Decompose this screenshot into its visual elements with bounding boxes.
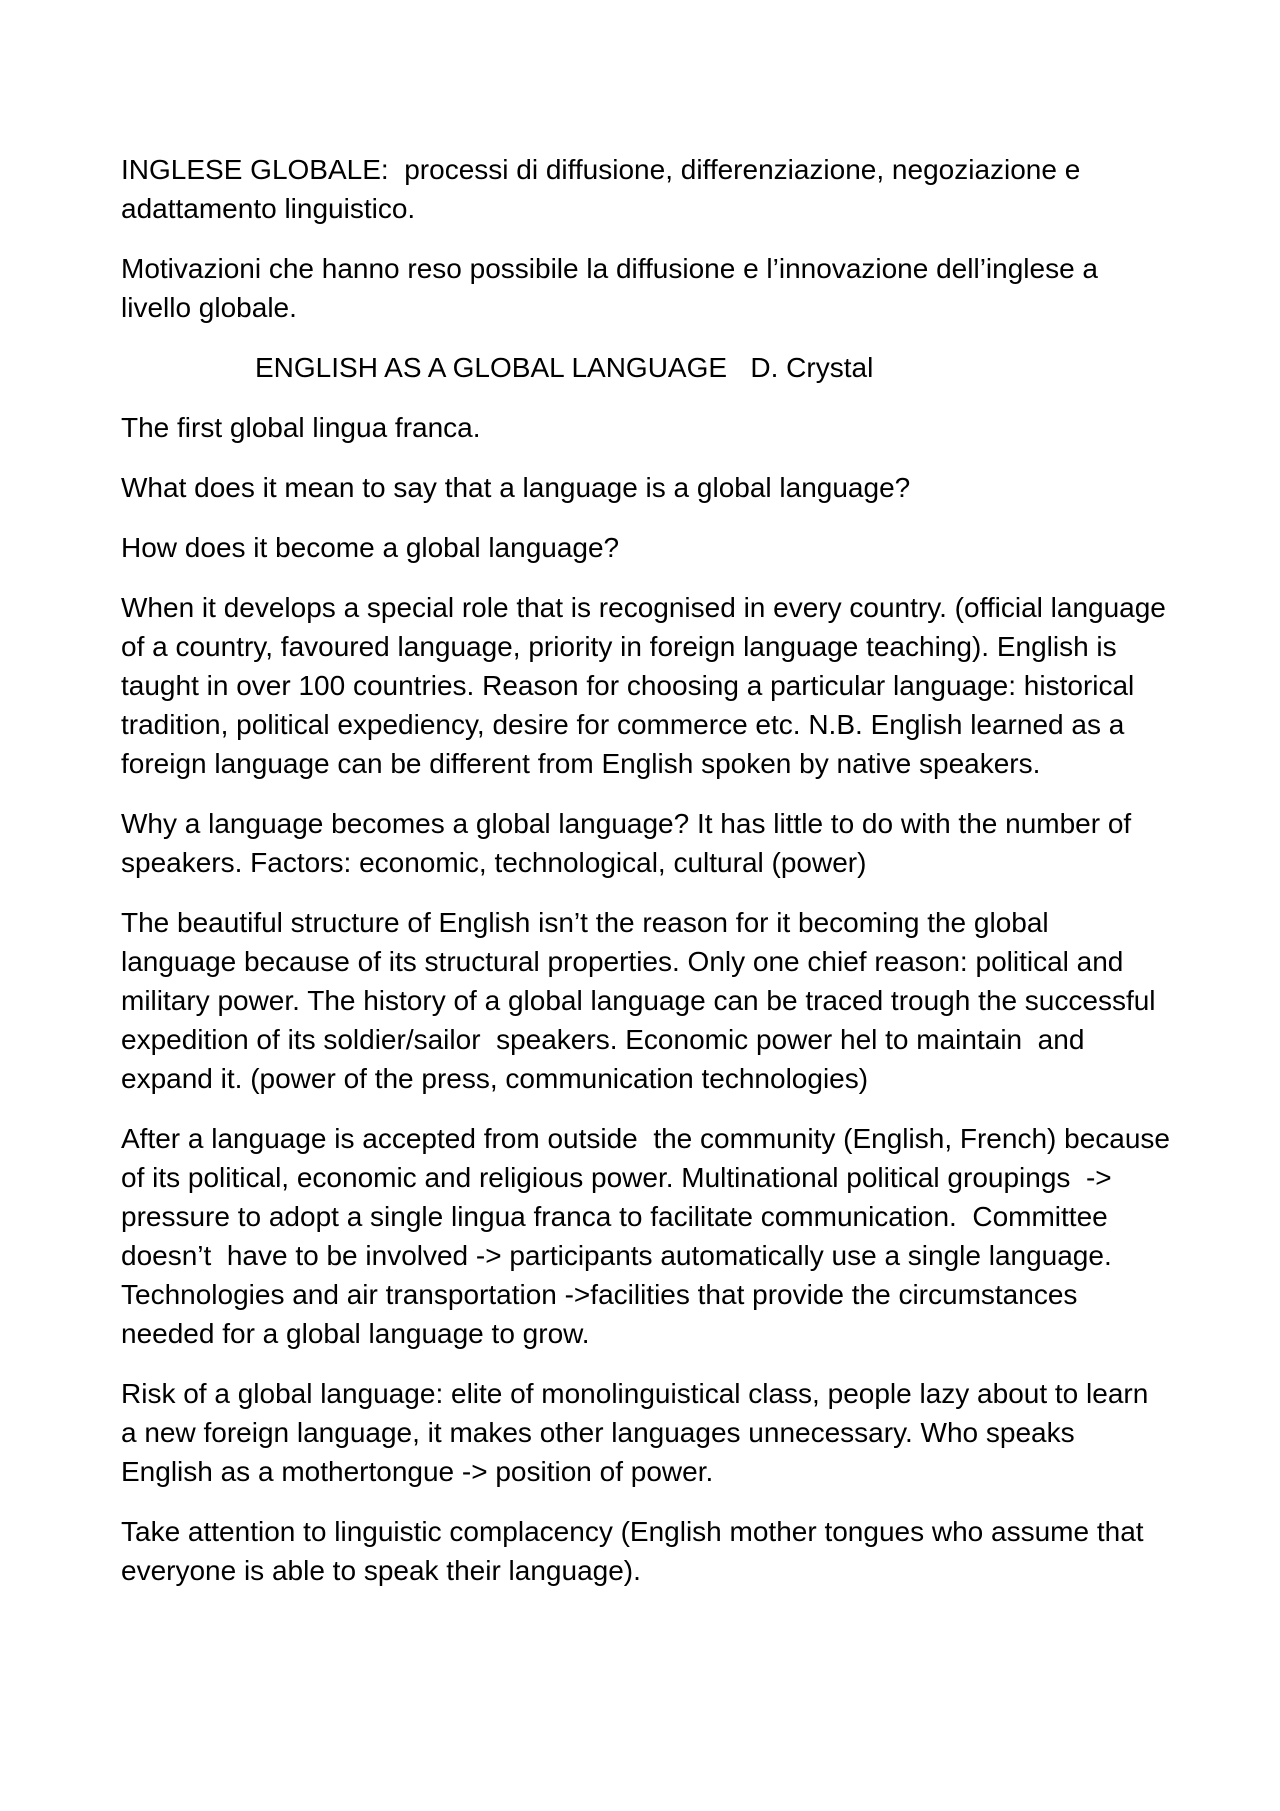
paragraph-why-global: Why a language becomes a global language? It has little to do with the number of speakers. Factors: economic, technological, cultural (power) xyxy=(121,808,1139,878)
document-heading: INGLESE GLOBALE: processi di diffusione, differenziazione, negoziazione e adattamento linguistico. xyxy=(121,154,1089,224)
paragraph-question-become: How does it become a global language? xyxy=(121,532,620,563)
section-title: ENGLISH AS A GLOBAL LANGUAGE D. Crystal xyxy=(255,352,874,383)
document-body xyxy=(121,150,1178,1611)
paragraph-risk: Risk of a global language: elite of monolinguistical class, people lazy about to learn a new foreign language, it makes other languages unnecessary. Who speaks English as a mothertongue -> position of power. xyxy=(121,1378,1157,1487)
paragraph-question-meaning: What does it mean to say that a language is a global language? xyxy=(121,472,911,503)
paragraph-after-accepted: After a language is accepted from outside the community (English, French) because of its political, economic and religious power. Multinational political groupings -> pressure to adopt a single lingua franca to facilitate communication. Committee doesn’t have to be involved -> participants automatically use a single language. Technologies and air transportation ->facilities that provide the circumstances needed for a global language to grow. xyxy=(121,1123,1178,1349)
paragraph-motivation: Motivazioni che hanno reso possibile la diffusione e l’innovazione dell’inglese a livello globale. xyxy=(121,253,1106,323)
paragraph-special-role: When it develops a special role that is recognised in every country. (official language of a country, favoured language, priority in foreign language teaching). English is taught in over 100 countries. Reason for choosing a particular language: historical tradition, political expediency, desire for commerce etc. N.B. English learned as a foreign language can be different from English spoken by native speakers. xyxy=(121,592,1174,779)
paragraph-lingua-franca: The first global lingua franca. xyxy=(121,412,481,443)
paragraph-structure-power: The beautiful structure of English isn’t the reason for it becoming the global language because of its structural properties. Only one chief reason: political and military power. The history of a global language can be traced trough the successful expedition of its soldier/sailor speakers. Economic power hel to maintain and expand it. (power of the press, communication technologies) xyxy=(121,907,1164,1094)
paragraph-complacency: Take attention to linguistic complacency (English mother tongues who assume that everyone is able to speak their language). xyxy=(121,1516,1152,1586)
